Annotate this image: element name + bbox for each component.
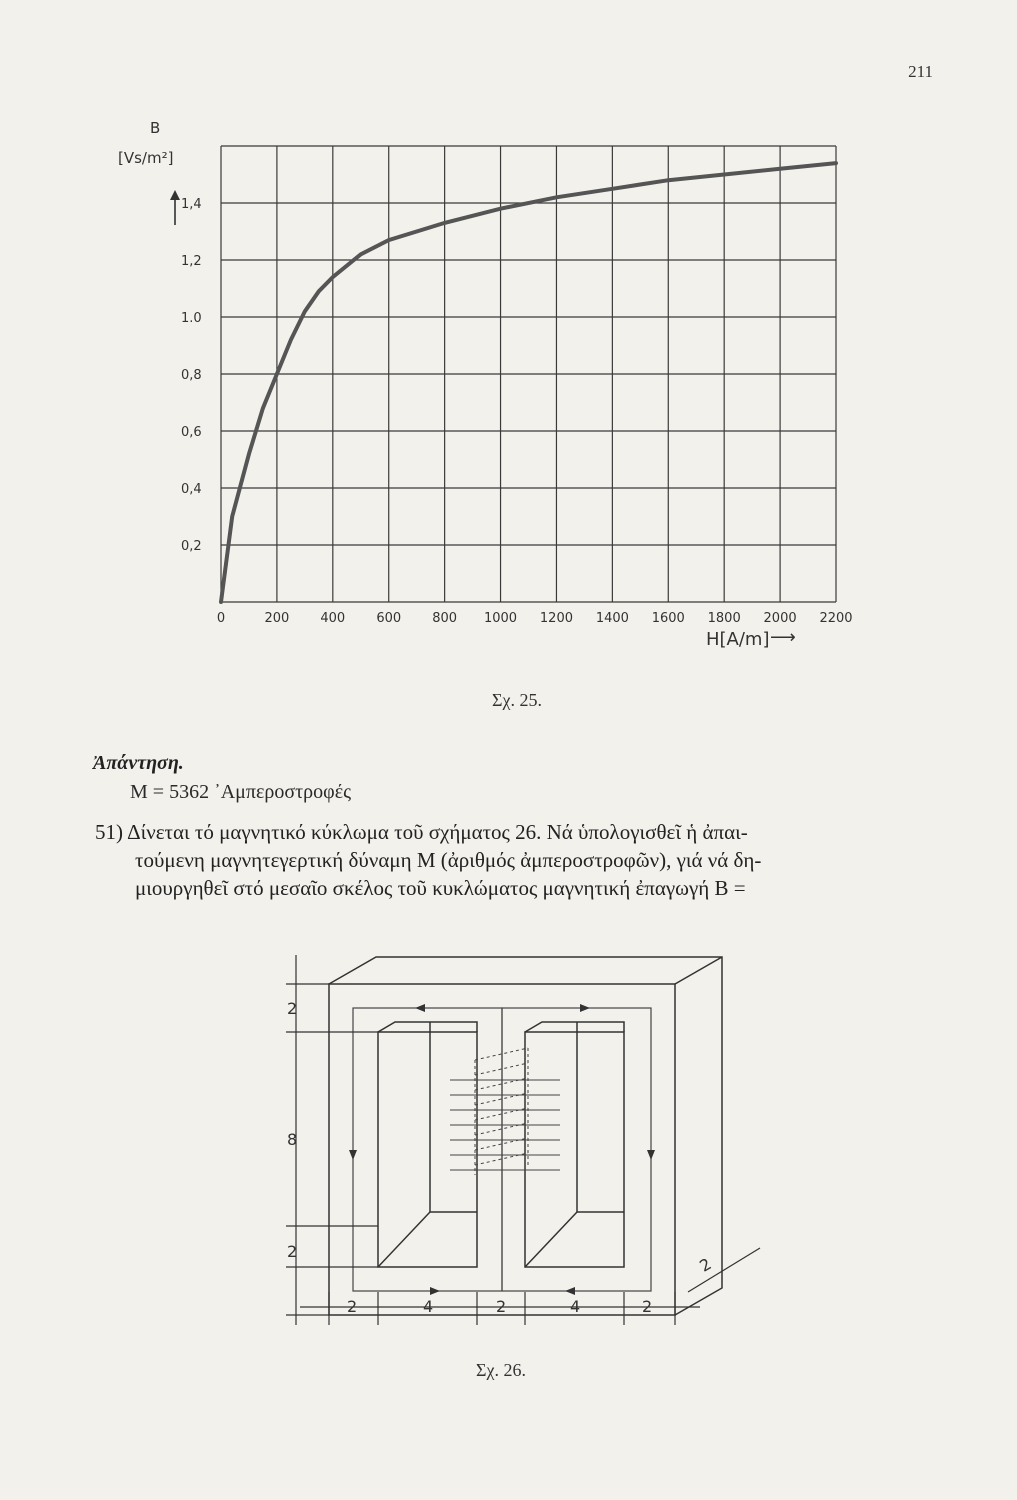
dim-depth-label: 2 xyxy=(696,1254,715,1276)
dim-top-label: 2 xyxy=(287,999,298,1018)
figure-26-caption: Σχ. 26. xyxy=(476,1360,526,1380)
figure-25-caption: Σχ. 25. xyxy=(492,690,542,710)
y-tick-label: 0,8 xyxy=(181,368,202,383)
x-tick-label: 2200 xyxy=(819,611,853,626)
problem-line: τούμενη μαγνητεγερτική δύναμη M (ἀριθμός ἀμπεροστροφῶν), γιά νά δη- xyxy=(135,848,762,872)
x-tick-label: 1800 xyxy=(707,611,741,626)
answer-heading: Ἀπάντηση. xyxy=(93,752,184,774)
x-tick-label: 1400 xyxy=(595,611,629,626)
y-tick-label: 1.0 xyxy=(181,311,202,326)
y-axis-unit: [Vs/m²] xyxy=(118,149,174,167)
answer-value: M = 5362 ᾿Αμπεροστροφές xyxy=(130,781,352,803)
x-axis-arrow-icon: ⟶ xyxy=(770,627,796,648)
x-tick-label: 1200 xyxy=(539,611,574,626)
y-axis-arrow-icon xyxy=(170,190,180,225)
dim-middle-label: 8 xyxy=(287,1130,298,1149)
y-tick-label: 0,2 xyxy=(181,539,202,554)
x-tick-label: 200 xyxy=(264,611,290,626)
dim-b3-label: 2 xyxy=(496,1297,507,1316)
x-tick-label: 2000 xyxy=(763,611,797,626)
dim-b2-label: 4 xyxy=(423,1297,434,1316)
dim-b1-label: 2 xyxy=(347,1297,358,1316)
y-tick-label: 0,4 xyxy=(181,482,202,497)
x-tick-label: 800 xyxy=(432,611,458,626)
problem-51-text xyxy=(95,818,915,902)
problem-line: 51) Δίνεται τό μαγνητικό κύκλωμα τοῦ σχήματος 26. Νά ὑπολογισθεῖ ἡ ἀπαι- xyxy=(95,820,748,844)
x-tick-label: 600 xyxy=(376,611,402,626)
dim-b4-label: 4 xyxy=(570,1297,581,1316)
x-tick-label: 0 xyxy=(216,611,226,626)
dim-b5-label: 2 xyxy=(642,1297,653,1316)
y-tick-label: 1,4 xyxy=(181,197,202,212)
page-number: 211 xyxy=(908,62,933,81)
dim-bottom-label: 2 xyxy=(287,1242,298,1261)
x-tick-label: 1000 xyxy=(483,611,518,626)
problem-line: μιουργηθεῖ στό μεσαῖο σκέλος τοῦ κυκλώματος μαγνητική ἐπαγωγή B = xyxy=(135,876,746,900)
bh-curve xyxy=(221,163,836,602)
y-tick-label: 1,2 xyxy=(181,254,202,269)
x-tick-label: 400 xyxy=(320,611,346,626)
x-axis-label: H[A/m] xyxy=(706,629,770,650)
y-axis-symbol: B xyxy=(150,119,161,137)
y-tick-label: 0,6 xyxy=(181,425,202,440)
x-tick-label: 1600 xyxy=(651,611,685,626)
